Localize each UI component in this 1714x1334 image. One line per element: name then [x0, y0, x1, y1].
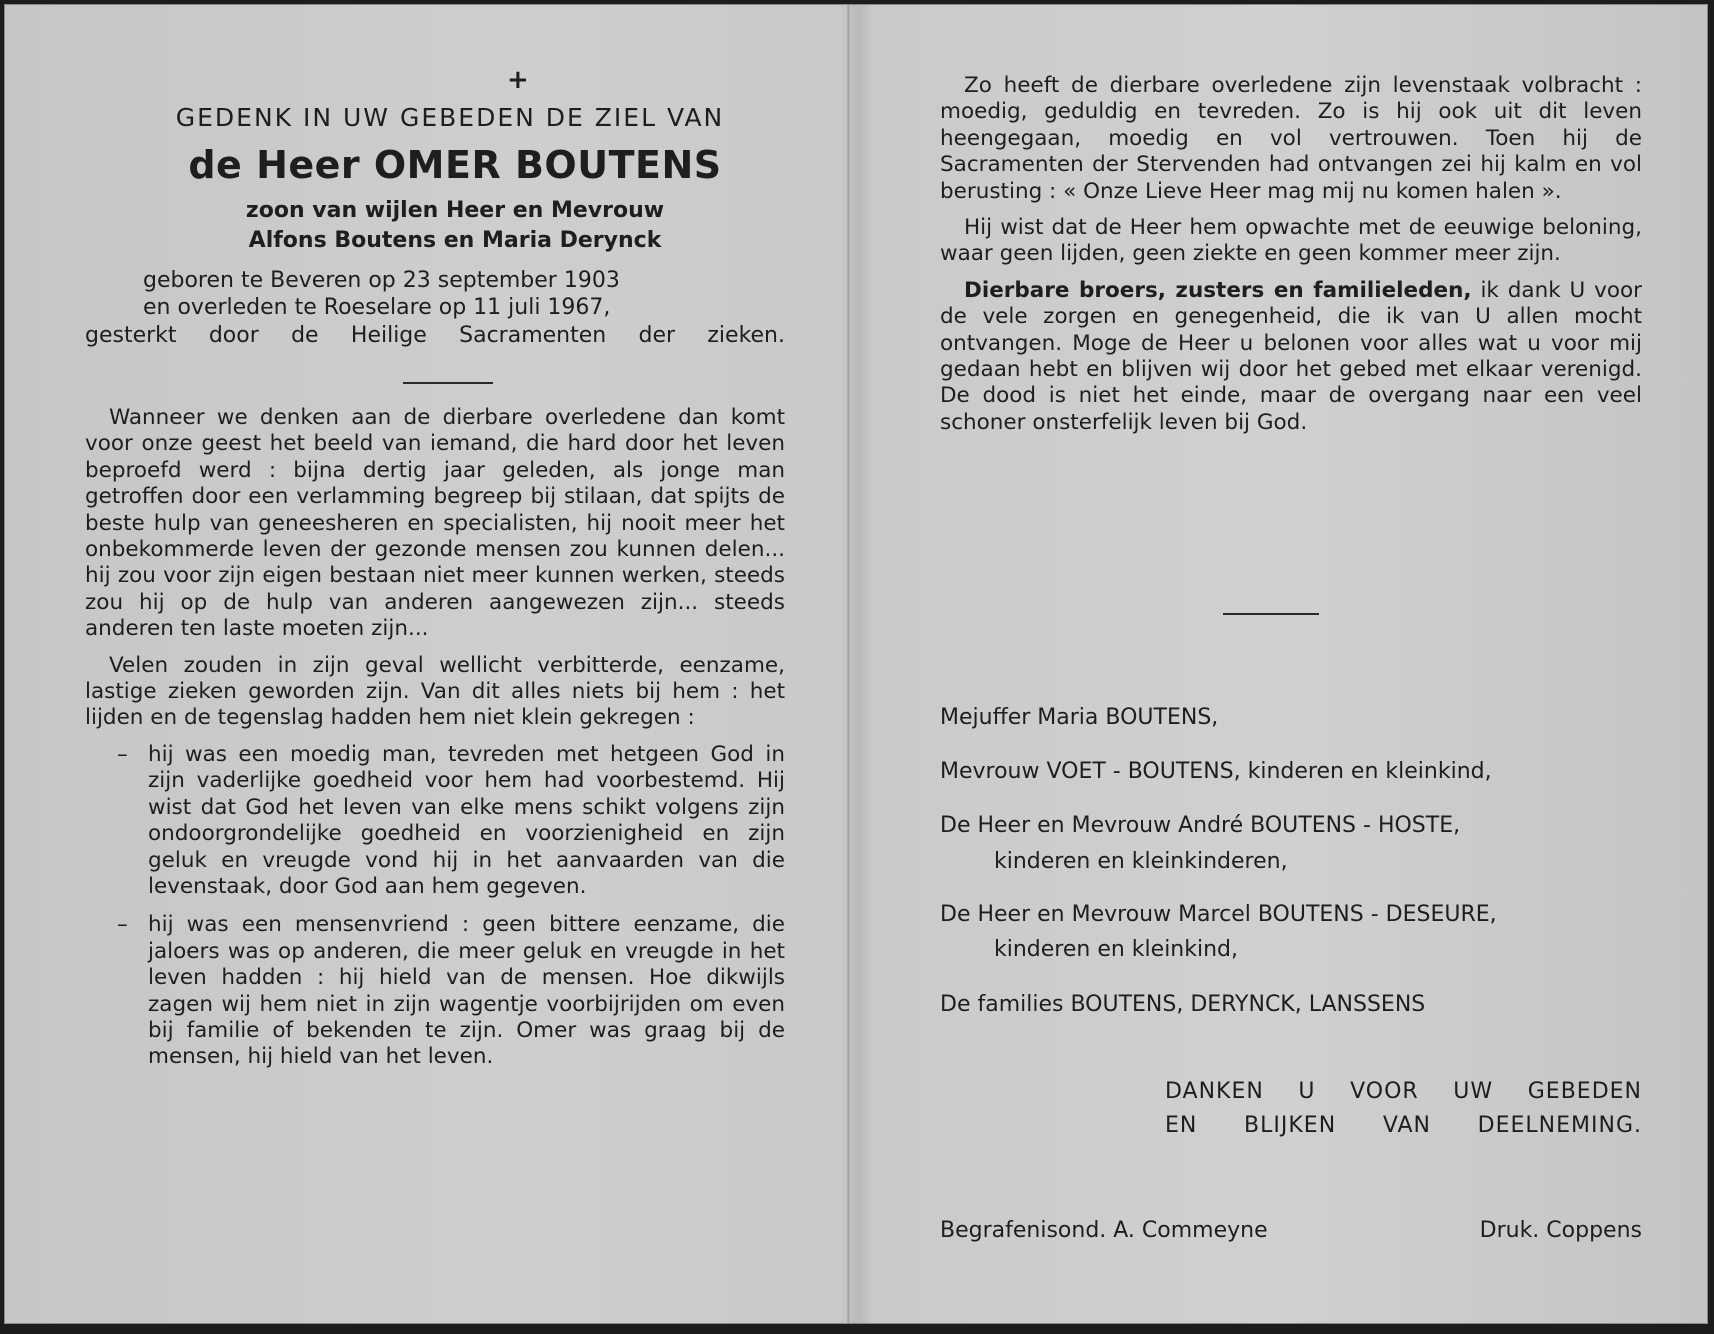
thanks-line-2: EN BLIJKEN VAN DEELNEMING.	[1165, 1113, 1642, 1138]
dash-bullet: –	[117, 912, 128, 938]
heading: GEDENK IN UW GEBEDEN DE ZIEL VAN	[175, 103, 725, 132]
signatory-sub: kinderen en kleinkind,	[994, 937, 1238, 962]
bold-address: Dierbare broers, zusters en familieleden,	[964, 277, 1472, 303]
printer: Druk. Coppens	[1479, 1218, 1642, 1243]
memorial-card	[4, 4, 1708, 1324]
paragraph: Zo heeft de dierbare overledene zijn levenstaak volbracht : moedig, geduldig en tevreden. Zo is hij ook uit dit leven heengegaan, moedig en vol vertrouwen. Toen hij de Sacramenten der Stervenden had ontvangen zei hij kalm en vol berusting : « Onze Lieve Heer mag mij nu komen halen ».	[940, 73, 1642, 204]
list-item-text: hij was een mensenvriend : geen bittere eenzame, die jaloers was op anderen, die meer geluk en vreugde in het leven hadden : hij hield van de mensen. Hoe dikwijls zagen wij hem niet in zijn wagentje voorbijrijden om even bij familie of bekenden te zijn. Omer was graag bij de mensen, hij hield van het leven.	[148, 912, 785, 1070]
list-item	[85, 742, 785, 900]
signatory: De Heer en Mevrouw Marcel BOUTENS - DESEURE,	[940, 902, 1497, 927]
dash-bullet: –	[117, 741, 128, 767]
signatory: Mejuffer Maria BOUTENS,	[940, 705, 1219, 730]
paragraph	[940, 278, 1642, 436]
signatory: De Heer en Mevrouw André BOUTENS - HOSTE,	[940, 813, 1461, 838]
divider-rule	[403, 382, 493, 384]
parents-line-1: zoon van wijlen Heer en Mevrouw	[245, 198, 665, 223]
signatory: De families BOUTENS, DERYNCK, LANSSENS	[940, 992, 1426, 1017]
thanks-line-1: DANKEN U VOOR UW GEBEDEN	[1165, 1079, 1642, 1104]
paragraph: Wanneer we denken aan de dierbare overledene dan komt voor onze geest het beeld van iemand, die hard door het leven beproefd werd : bijna dertig jaar geleden, als jonge man getroffen door een verlamming begreep bij stilaan, dat spijts de beste hulp van geneesheren en specialisten, hij nooit meer het onbekommerde leven der gezonde mensen zou kunnen delen... hij zou voor zijn eigen bestaan niet meer kunnen werken, steeds zou hij op de hulp van anderen aangewezen zijn... steeds anderen ten laste moeten zijn...	[85, 405, 785, 642]
signatory: Mevrouw VOET - BOUTENS, kinderen en kleinkind,	[940, 759, 1492, 784]
paragraph: Hij wist dat de Heer hem opwachte met de eeuwige beloning, waar geen lijden, geen ziekte en geen kommer meer zijn.	[940, 215, 1642, 267]
right-body	[940, 73, 1642, 436]
card-fold	[847, 5, 850, 1323]
parents-line-2: Alfons Boutens en Maria Derynck	[248, 228, 662, 253]
deceased-name: de Heer OMER BOUTENS	[188, 143, 722, 187]
divider-rule	[1223, 613, 1319, 615]
death-line: en overleden te Roeselare op 11 juli 1967,	[143, 295, 611, 320]
undertaker: Begrafenisond. A. Commeyne	[940, 1218, 1268, 1243]
sacraments-line: gesterkt door de Heilige Sacramenten der zieken.	[85, 323, 785, 348]
left-body	[85, 405, 785, 1071]
paragraph-rest: ik dank U voor de vele zorgen en genegenheid, die ik van U allen mocht ontvangen. Moge de Heer u belonen voor alles wat u voor mij gedaan hebt en blijven wij door het gebed met elkaar verenigd. De dood is niet het einde, maar de overgang naar een veel schoner onsterfelijk leven bij God.	[940, 277, 1642, 435]
cross-symbol: +	[507, 65, 529, 95]
paragraph: Velen zouden in zijn geval wellicht verbitterde, eenzame, lastige zieken geworden zijn. Van dit alles niets bij hem : het lijden en de tegenslag hadden hem niet klein gekregen :	[85, 652, 785, 731]
list-item-text: hij was een moedig man, tevreden met hetgeen God in zijn vaderlijke goedheid voor hem had voorbestemd. Hij wist dat God het leven van elke mens schikt volgens zijn ondoorgrondelijke goedheid en voorzienigheid en zijn geluk en vreugde vond hij in het aanvaarden van die levenstaak, door God aan hem gegeven.	[148, 741, 785, 899]
birth-line: geboren te Beveren op 23 september 1903	[143, 268, 620, 293]
list-item	[85, 912, 785, 1070]
signatory-sub: kinderen en kleinkinderen,	[994, 849, 1288, 874]
